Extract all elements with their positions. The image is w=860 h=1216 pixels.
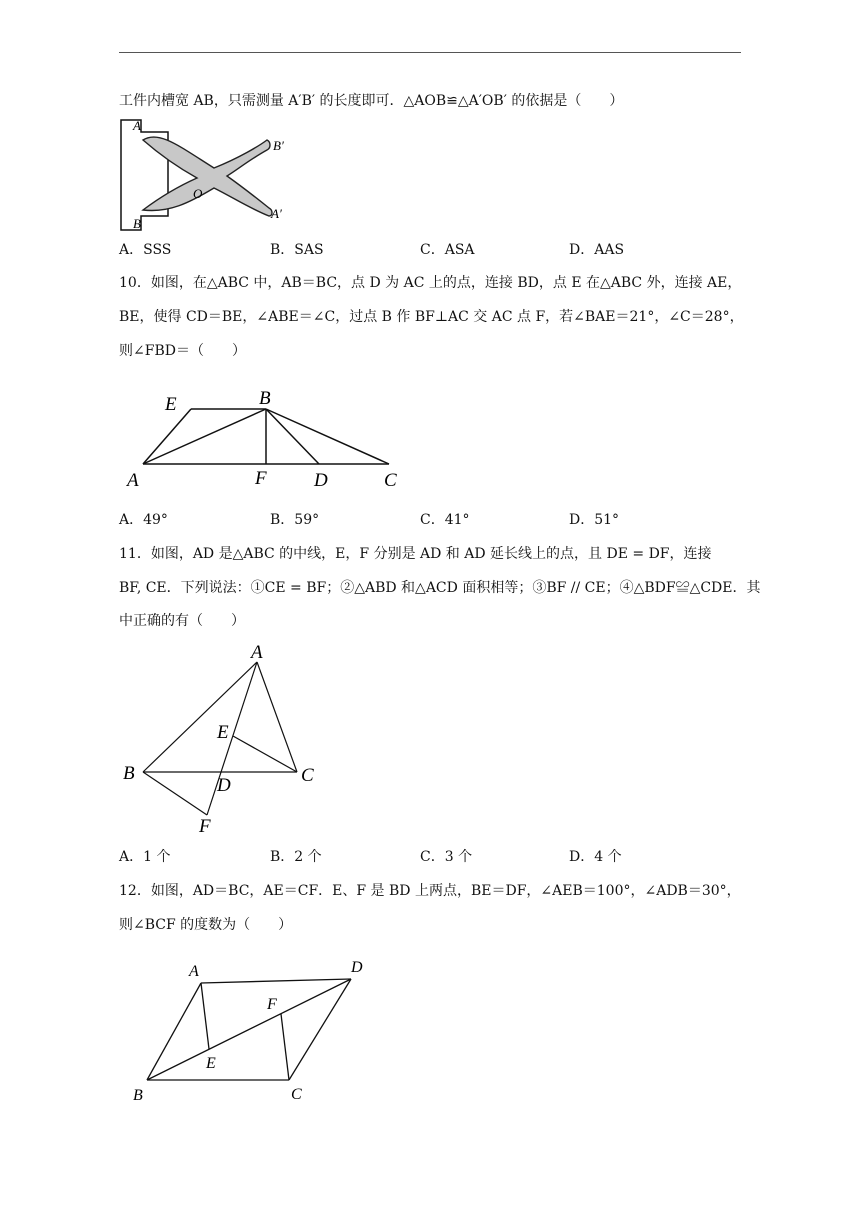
header-rule (119, 52, 741, 53)
q9-option-c: C．ASA (420, 242, 475, 258)
q9-label-B: B (133, 216, 141, 231)
q9-option-b: B．SAS (270, 242, 324, 258)
q11-option-a: A．1 个 (119, 849, 171, 865)
q11-label-B: B (123, 763, 135, 784)
q11-label-E: E (217, 722, 229, 743)
q9-option-a: A．SSS (119, 242, 172, 258)
q12-line-1: 12．如图，AD＝BC，AE＝CF．E、F 是 BD 上两点，BE＝DF，∠AEB＝100°，∠ADB＝30°， (119, 883, 741, 899)
q11-line-3: 中正确的有（ ） (119, 613, 245, 629)
q9-line: 工件内槽宽 AB，只需测量 A′B′ 的长度即可．△AOB≌△A′OB′ 的依据是（ ） (119, 93, 624, 109)
q11-option-c: C．3 个 (420, 849, 473, 865)
q10-line-3: 则∠FBD＝（ ） (119, 343, 246, 359)
q10-option-c: C．41° (420, 512, 470, 528)
q11-label-F: F (199, 816, 211, 837)
q9-figure (119, 118, 299, 234)
q12-label-D: D (351, 959, 363, 976)
q9-label-A: A (133, 118, 141, 133)
q10-label-A: A (127, 470, 139, 491)
q10-label-C: C (384, 470, 397, 491)
q10-option-a: A．49° (119, 512, 168, 528)
q10-label-F: F (255, 468, 267, 489)
q11-line-1: 11．如图，AD 是△ABC 的中线，E，F 分别是 AD 和 AD 延长线上的点，且 DE = DF，连接 (119, 546, 712, 562)
q10-label-E: E (165, 394, 177, 415)
q10-line-2: BE，使得 CD＝BE，∠ABE＝∠C，过点 B 作 BF⊥AC 交 AC 点 F，若∠BAE＝21°，∠C＝28°， (119, 309, 744, 325)
q9-label-O: O (193, 186, 203, 201)
q10-label-D: D (314, 470, 328, 491)
q11-figure (119, 640, 339, 838)
q9-label-Bp: B′ (273, 138, 284, 153)
q11-label-A: A (251, 642, 263, 663)
q9-option-d: D．AAS (569, 242, 625, 258)
q12-label-E: E (206, 1055, 216, 1072)
q11-line-2: BF, CE．下列说法：①CE = BF；②△ABD 和△ACD 面积相等；③BF // CE；④△BDF≌△CDE．其 (119, 580, 761, 596)
q9-label-Ap: A′ (271, 206, 282, 221)
q11-option-d: D．4 个 (569, 849, 622, 865)
q10-figure (119, 380, 419, 496)
q10-line-1: 10．如图，在△ABC 中，AB＝BC，点 D 为 AC 上的点，连接 BD，点 E 在△ABC 外，连接 AE， (119, 275, 742, 291)
q12-label-C: C (291, 1086, 302, 1103)
q10-option-b: B．59° (270, 512, 320, 528)
q12-label-F: F (267, 996, 277, 1013)
q11-option-b: B．2 个 (270, 849, 322, 865)
q10-label-B: B (259, 388, 271, 409)
q12-figure (119, 955, 379, 1105)
q12-label-B: B (133, 1087, 143, 1104)
q10-option-d: D．51° (569, 512, 620, 528)
q11-label-C: C (301, 765, 314, 786)
q12-label-A: A (189, 963, 199, 980)
q12-line-2: 则∠BCF 的度数为（ ） (119, 917, 293, 933)
q11-label-D: D (217, 775, 231, 796)
